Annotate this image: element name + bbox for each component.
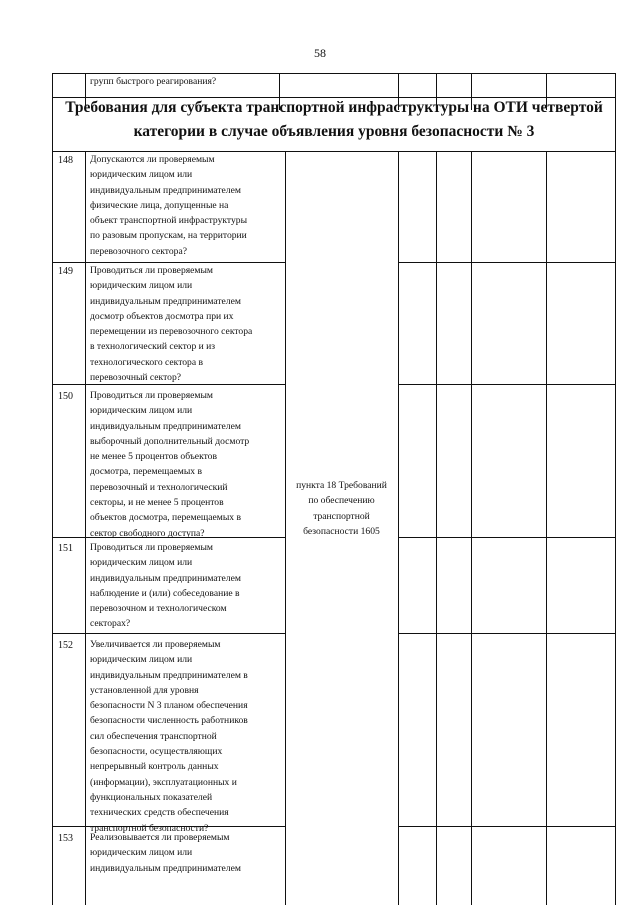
row-divider (52, 633, 285, 634)
table-border-left (52, 73, 53, 905)
row-divider (398, 826, 616, 827)
merged-reference-cell (285, 478, 398, 539)
question-line: безопасности N 3 планом обеспечения (90, 700, 248, 712)
row-question (90, 263, 278, 385)
row-number: 150 (58, 391, 73, 402)
question-line: наблюдение и (или) собеседование в (90, 587, 240, 599)
row-question (90, 388, 278, 541)
col-divider (436, 151, 437, 905)
question-line: выборочный дополнительный досмотр (90, 435, 250, 447)
question-line: юридическим лицом или (90, 654, 193, 666)
question-line: установленной для уровня (90, 684, 199, 696)
question-line: досмотр объектов досмотра при их (90, 310, 234, 322)
row-divider (398, 384, 616, 385)
question-line: индивидуальным предпринимателем (90, 862, 241, 874)
question-line: перевозочный сектор? (90, 372, 182, 384)
reference-line: по обеспечению (308, 495, 375, 507)
col-divider (471, 151, 472, 905)
question-line: объект транспортной инфраструктуры (90, 215, 248, 227)
question-line: безопасности численность работников (90, 715, 248, 727)
question-line: физические лица, допущенные на (90, 199, 229, 211)
row-number: 152 (58, 640, 73, 651)
question-line: непрерывный контроль данных (90, 761, 219, 773)
col-divider (546, 151, 547, 905)
question-line: юридическим лицом или (90, 405, 193, 417)
page-number: 58 (314, 46, 326, 60)
row-divider (398, 262, 616, 263)
row-question (90, 830, 278, 876)
question-line: Проводиться ли проверяемым (90, 542, 213, 553)
question-line: технических средств обеспечения (90, 807, 229, 819)
question-line: функциональных показателей (90, 791, 213, 803)
table-border-right (615, 73, 616, 905)
question-line: индивидуальным предпринимателем (90, 295, 241, 307)
row-number: 153 (58, 833, 73, 844)
row-number: 151 (58, 543, 73, 554)
row-number: 149 (58, 266, 73, 277)
row-question (90, 637, 278, 836)
question-line: по разовым пропускам, на территории (90, 230, 247, 242)
question-line: Допускаются ли проверяемым (90, 154, 215, 165)
question-line: (информации), эксплуатационных и (90, 776, 237, 788)
question-line: Проводиться ли проверяемым (90, 390, 213, 401)
question-line: в технологический сектор и из (90, 341, 216, 353)
top-row-text: групп быстрого реагирования? (90, 76, 217, 87)
reference-line: пункта 18 Требований (296, 480, 387, 491)
row-divider (398, 633, 616, 634)
col-divider (85, 151, 86, 905)
question-line: индивидуальным предпринимателем (90, 572, 241, 584)
question-line: досмотра, перемещаемых в (90, 466, 203, 478)
question-line: индивидуальным предпринимателем (90, 420, 241, 432)
question-line: индивидуальным предпринимателем в (90, 669, 248, 681)
question-line: транспортной безопасности? (90, 822, 209, 834)
row-question (90, 540, 278, 632)
question-line: секторы, и не менее 5 процентов (90, 497, 224, 509)
row-number: 148 (58, 155, 73, 166)
question-line: сил обеспечения транспортной (90, 730, 217, 742)
question-line: юридическим лицом или (90, 847, 193, 859)
row-divider (398, 537, 616, 538)
col-divider (398, 151, 399, 905)
question-line: Реализовывается ли проверяемым (90, 832, 230, 843)
row-question (90, 152, 278, 259)
question-line: объектов досмотра, перемещаемых в (90, 512, 241, 524)
section-title-line1: Требования для субъекта транспортной инфраструктуры на ОТИ четвертой (65, 99, 603, 116)
reference-line: транспортной (313, 510, 370, 522)
question-line: технологического сектора в (90, 356, 204, 368)
question-line: не менее 5 процентов объектов (90, 451, 217, 463)
question-line: перевозочного сектора? (90, 245, 187, 257)
question-line: Увеличивается ли проверяемым (90, 639, 221, 650)
question-line: сектор свободного доступа? (90, 527, 205, 539)
question-line: перевозочный и технологический (90, 481, 228, 493)
question-line: секторах? (90, 618, 131, 630)
question-line: безопасности, осуществляющих (90, 746, 223, 758)
question-line: перевозочном и технологическом (90, 603, 227, 615)
row-divider (52, 73, 616, 74)
question-line: юридическим лицом или (90, 169, 193, 181)
question-line: юридическим лицом или (90, 557, 193, 569)
section-title-line2: категории в случае объявления уровня безопасности № 3 (133, 123, 535, 140)
question-line: индивидуальным предпринимателем (90, 184, 241, 196)
reference-line: безопасности 1605 (303, 525, 380, 537)
section-title (52, 96, 616, 144)
question-line: юридическим лицом или (90, 280, 193, 292)
question-line: Проводиться ли проверяемым (90, 265, 213, 276)
question-line: перемещении из перевозочного сектора (90, 326, 253, 338)
